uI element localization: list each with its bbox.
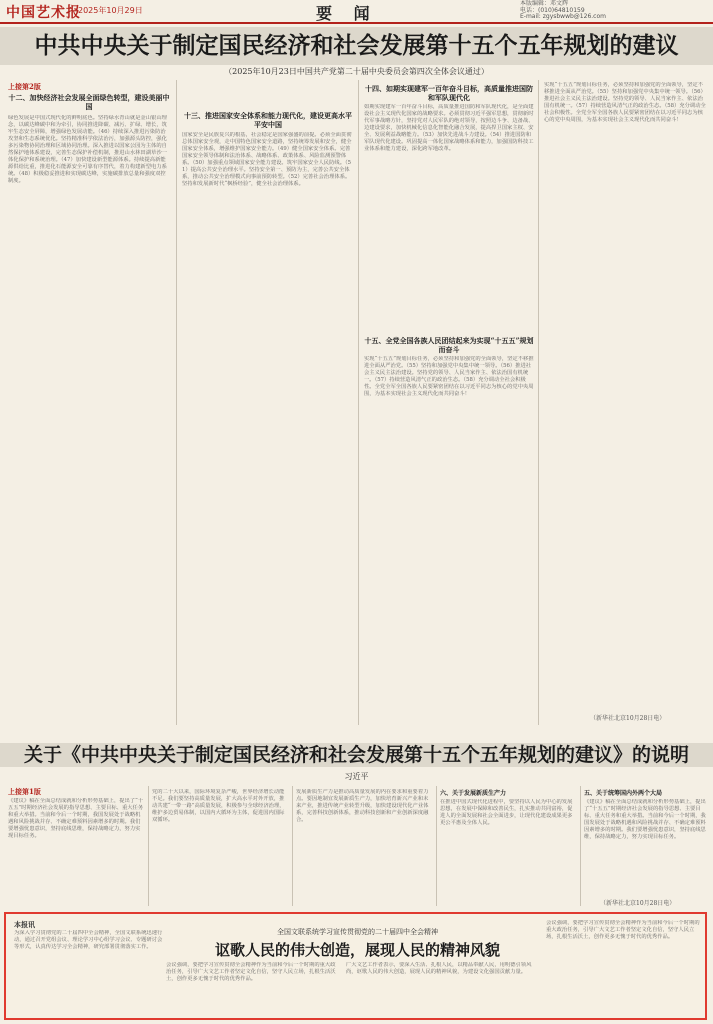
column-divider — [176, 80, 177, 725]
main-column-5: 实现“十五五”规划目标任务，必须坚持和加强党的全面领导，坚定不移推进全面从严治党。（55）坚持和加强党中央集中统一领导。（56）推进社会主义民主法治建设。坚持党的领导、人民当家作主、依法治国有机统一。（57）持续营造风清气正的政治生态。（58）充分调动全社会积极性。全党全军全国各族人民要紧密团结在以习近平同志为核心的党中央周围，为基本实现社会主义现代化而共同奋斗！ — [544, 82, 706, 123]
section-heading-13: 十三、推进国家安全体系和能力现代化，建设更高水平平安中国 — [184, 111, 352, 129]
section-title: 要 闻 — [316, 4, 378, 23]
page-header — [0, 0, 713, 24]
main-column-2: 国家安全是民族复兴的根基，社会稳定是国家强盛的前提。必须全面贯彻总体国家安全观，走中国特色国家安全道路，坚持统筹发展和安全，健全国家安全体系，增强维护国家安全能力。（49）健全国家安全体系。完善国家安全领导体制和法治体系、战略体系、政策体系、风险监测预警体系。（50）加强重点领域国家安全能力建设。筑牢国家安全人民防线。（51）提高公共安全治理水平。坚持安全第一、预防为主，完善公共安全体系，推动公共安全治理模式向事前预防转型。（52）完善社会治理体系。坚持和发展新时代“枫桥经验”，健全社会治理体系。 — [182, 132, 352, 187]
explanation-title: 关于《中共中央关于制定国民经济和社会发展第十五个五年规划的建议》的说明 — [0, 743, 713, 767]
explanation-author: 习近平 — [344, 772, 369, 781]
section-heading-15: 十五、全党全国各族人民团结起来为实现“十五五”规划而奋斗 — [364, 336, 534, 354]
feature-kicker: 全国文联系统学习宣传贯彻党的二十届四中全会精神 — [277, 928, 438, 936]
editor-email: E-mail: zgysbwwb@126.com — [520, 13, 606, 20]
column-divider — [580, 786, 581, 906]
explanation-heading-5: 五、关于统筹国内外两个大局 — [584, 790, 663, 797]
explanation-heading-6: 六、关于发展新质生产力 — [440, 790, 507, 797]
explanation-column-2: 党的二十大以来，国际环境复杂严峻，世界经济增长动能不足。我们要坚持高质量发展，扩大高水平对外开放，推动共建“一带一路”高质量发展，积极参与全球经济治理，维护多边贸易体制，以国内大循环为主体，促进国内国际双循环。 — [152, 789, 285, 823]
column-divider — [358, 80, 359, 725]
explanation-column-3: 发展新质生产力是推动高质量发展的内在要求和重要着力点。要因地制宜发展新质生产力，加快培育新兴产业和未来产业，推进传统产业转型升级，加快建设现代化产业体系，完善科技创新体系，推动科技创新和产业创新深度融合。 — [296, 789, 429, 823]
explanation-column-1: 《建议》稿在全面总结成就和分析形势基础上，提出了“十五五”时期经济社会发展的指导思想、主要目标、重大任务和重大举措。当前和今后一个时期，我国发展处于战略机遇和风险挑战并存、不确定难预料因素增多的时期。我们要增强忧患意识，坚持底线思维，保持战略定力，努力实现目标任务。 — [8, 798, 144, 839]
feature-reporter: 本报讯 — [14, 920, 35, 929]
newspaper-logo: 中国艺术报 — [6, 5, 81, 21]
editor-name: 本版编辑：邓文辉 — [520, 0, 569, 7]
main-column-3: 如期实现建军一百年奋斗目标，高质量推进国防和军队现代化，是全面建设社会主义现代化国家的战略要求。必须贯彻习近平强军思想，贯彻新时代军事战略方针，坚持党对人民军队的绝对领导，按照边斗争、边备战、边建设要求，加快机械化信息化智能化融合发展，提高捍卫国家主权、安全、发展利益战略能力。（53）加快先进战斗力建设。（54）推进国防和军队现代化建设。巩固提高一体化国家战略体系和能力，加强国防科技工业体系和能力建设，深化跨军地改革。 — [364, 104, 534, 152]
feature-column-3: 广大文艺工作者表示，要深入生活、扎根人民，以精品奉献人民，用明德引领风尚，讴歌人民的伟大创造，展现人民的精神风貌，为建设文化强国贡献力量。 — [346, 962, 532, 975]
main-article-credit: （新华社北京10月28日电） — [590, 715, 666, 722]
column-divider — [436, 786, 437, 906]
column-divider — [148, 786, 149, 906]
explanation-credit: （新华社北京10月28日电） — [600, 900, 676, 907]
main-article-subtitle: （2025年10月23日中国共产党第二十届中央委员会第四次全体会议通过） — [224, 67, 489, 76]
continued-marker: 上接第2版 — [8, 82, 41, 91]
column-divider — [538, 80, 539, 725]
explanation-column-5: 《建议》稿在全面总结成就和分析形势基础上，提出了“十五五”时期经济社会发展的指导思想、主要目标、重大任务和重大举措。当前和今后一个时期，我国发展处于战略机遇和风险挑战并存、不确定难预料因素增多的时期。我们要增强忧患意识，坚持底线思维，保持战略定力，努力实现目标任务。 — [584, 799, 706, 840]
feature-column-2: 会议强调，要把学习宣传贯彻全会精神作为当前和今后一个时期的重大政治任务，引导广大文艺工作者坚定文化自信，坚守人民立场，扎根生活沃土，创作更多无愧于时代的优秀作品。 — [166, 962, 336, 982]
editor-phone: 电话：(010)64810159 — [520, 6, 585, 14]
explanation-column-4: 在推进中国式现代化进程中，要坚持以人民为中心的发展思想，在发展中保障和改善民生，扎实推动共同富裕，促进人的全面发展和社会全面进步，让现代化建设成果更多更公平惠及全体人民。 — [440, 799, 573, 826]
feature-title: 讴歌人民的伟大创造，展现人民的精神风貌 — [214, 941, 500, 959]
feature-box — [4, 912, 707, 1020]
feature-column-1: 为深入学习贯彻党的二十届四中全会精神，全国文联系统迅速行动，通过召开党组会议、理论学习中心组学习会议、专题研讨会等形式，认真传达学习全会精神，研究部署贯彻落实工作。 — [14, 930, 163, 950]
continued-marker: 上接第1版 — [8, 787, 41, 796]
issue-date: 2025年10月29日 — [78, 6, 143, 15]
section-heading-14: 十四、如期实现建军一百年奋斗目标，高质量推进国防和军队现代化 — [365, 84, 533, 102]
editor-info — [520, 1, 606, 21]
column-divider — [292, 786, 293, 906]
main-article-title: 中共中央关于制定国民经济和社会发展第十五个五年规划的建议 — [0, 27, 713, 65]
main-column-4: 实现“十五五”规划目标任务，必须坚持和加强党的全面领导，坚定不移推进全面从严治党。（55）坚持和加强党中央集中统一领导。（56）推进社会主义民主法治建设。坚持党的领导、人民当家作主、依法治国有机统一。（57）持续营造风清气正的政治生态。（58）充分调动全社会积极性。全党全军全国各族人民要紧密团结在以习近平同志为核心的党中央周围，为基本实现社会主义现代化而共同奋斗！ — [364, 356, 534, 397]
main-column-1: 绿色发展是中国式现代化的鲜明底色。坚持绿水青山就是金山银山理念，以碳达峰碳中和为牵引，协同推进降碳、减污、扩绿、增长，筑牢生态安全屏障，增强绿色发展动能。（46）持续深入推进污染防治攻坚和生态系统优化。坚持精准科学依法治污，加强源头防控，强化多污染物协同治理和区域协同治理。深入推进以国家公园为主体的自然保护地体系建设，完善生态保护补偿机制，推进山水林田湖草沙一体化保护和系统治理。（47）加快建设新型能源体系。持续提高新能源供给比重，推进化石能源安全可靠有序替代，着力构建新型电力系统。（48）积极稳妥推进和实现碳达峰，实施碳排放总量和强度双控制度。 — [8, 115, 167, 184]
section-heading-12: 十二、加快经济社会发展全面绿色转型，建设美丽中国 — [8, 93, 170, 111]
feature-column-4: 会议强调，要把学习宣传贯彻全会精神作为当前和今后一个时期的重大政治任务，引导广大文艺工作者坚定文化自信，坚守人民立场，扎根生活沃土，创作更多无愧于时代的优秀作品。 — [546, 920, 700, 940]
